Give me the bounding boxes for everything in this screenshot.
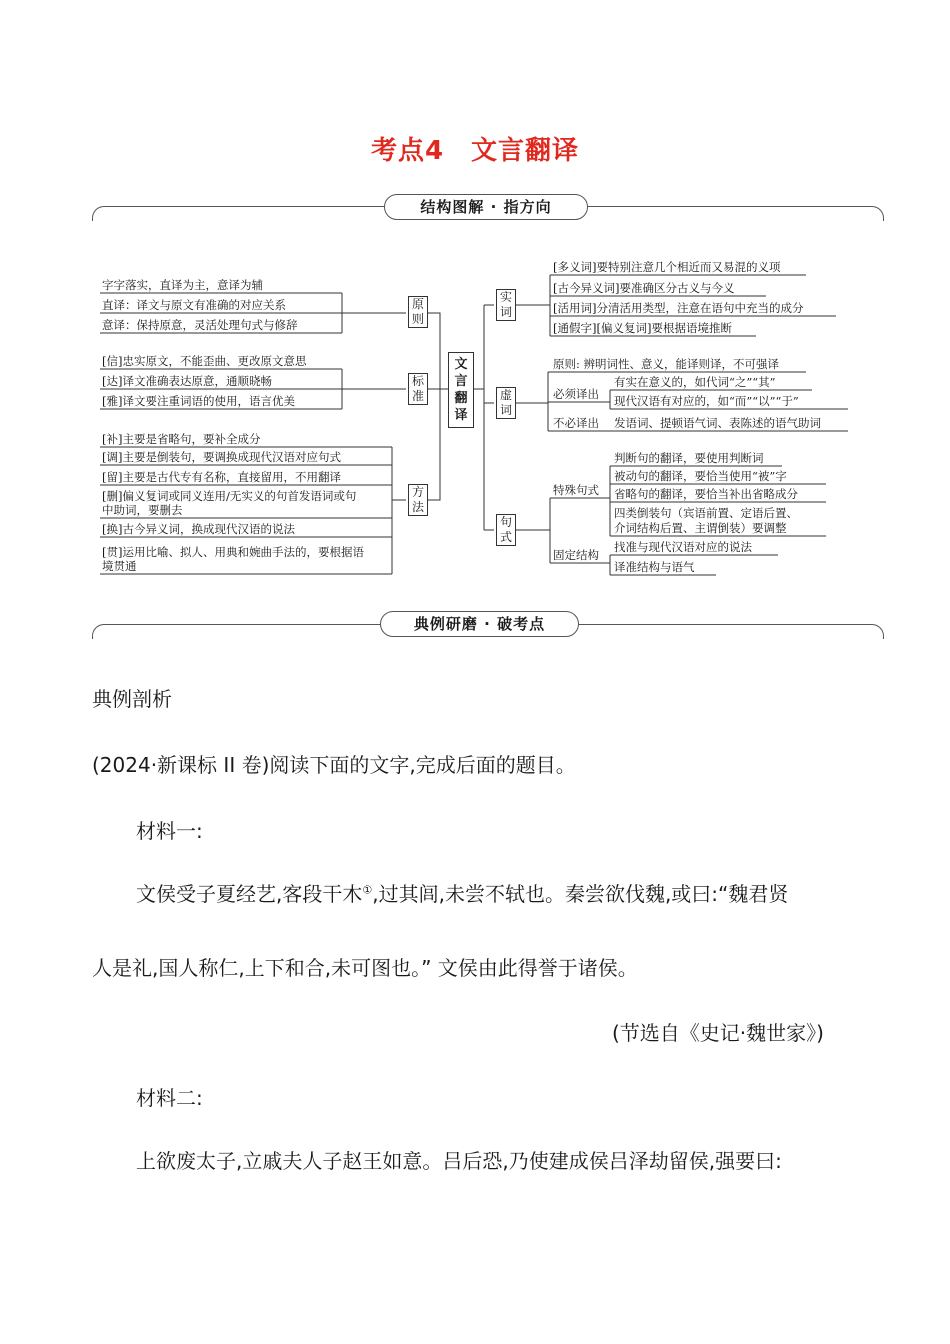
jushi-special-item: 省略句的翻译，要恰当补出省略成分 — [614, 487, 798, 501]
branch-jushi: 句式 — [496, 514, 516, 546]
jushi-fixed-item: 找准与现代汉语对应的说法 — [614, 540, 752, 554]
xuci-no-label: 不必译出 — [553, 416, 599, 430]
standard-item: [达]译文准确表达原意，通顺晓畅 — [102, 374, 272, 388]
method-item: [补]主要是省略句，要补全成分 — [102, 432, 261, 446]
branch-method: 方法 — [408, 484, 428, 516]
principle-item: 意译：保持原意，灵活处理句式与修辞 — [102, 318, 298, 332]
material-two-line1: 上欲废太子,立戚夫人子赵王如意。吕后恐,乃使建成侯吕泽劫留侯,强要曰: — [136, 1149, 782, 1173]
method-item: 境贯通 — [102, 559, 137, 573]
material-one-label: 材料一: — [136, 819, 203, 843]
shici-item: [古今异义词]要准确区分古义与今义 — [553, 281, 735, 295]
branch-xuci: 虚词 — [496, 387, 516, 419]
xuci-must-item: 现代汉语有对应的，如“而”“以”“于” — [614, 394, 799, 408]
method-item: [换]古今异义词，换成现代汉语的说法 — [102, 522, 295, 536]
standard-item: [信]忠实原文，不能歪曲、更改原文意思 — [102, 354, 307, 368]
shici-item: [活用词]分清活用类型，注意在语句中充当的成分 — [553, 301, 804, 315]
jushi-special-item: 被动句的翻译，要恰当使用“被”字 — [614, 469, 787, 483]
branch-principle: 原则 — [408, 296, 428, 328]
material-one-source: (节选自《史记·魏世家》) — [612, 1021, 824, 1045]
xuci-principle: 原则: 辨明词性、意义，能译则译，不可强译 — [553, 357, 780, 371]
jushi-fixed-label: 固定结构 — [553, 548, 599, 562]
material-one-line2: 人是礼,国人称仁,上下和合,未可图也。” 文侯由此得誉于诸侯。 — [92, 956, 638, 980]
principle-item: 直译：译文与原文有准确的对应关系 — [102, 298, 286, 312]
footnote-marker[interactable]: ① — [362, 883, 373, 897]
material-two-label: 材料二: — [136, 1086, 203, 1110]
shici-item: [多义词]要特别注意几个相近而又易混的义项 — [553, 260, 781, 274]
question-intro: (2024·新课标 II 卷)阅读下面的文字,完成后面的题目。 — [92, 753, 576, 777]
jushi-fixed-item: 译准结构与语气 — [614, 560, 695, 574]
branch-shici: 实词 — [496, 289, 516, 321]
section-banner-examples: 典例研磨 · 破考点 — [380, 611, 579, 637]
method-item: [删]偏义复词或同义连用/无实义的句首发语词或句 — [102, 489, 357, 503]
method-item: [调]主要是倒装句，要调换成现代汉语对应句式 — [102, 450, 341, 464]
branch-standard: 标准 — [408, 373, 428, 405]
xuci-must-label: 必须译出 — [553, 387, 599, 401]
method-item: [留]主要是古代专有名称，直接留用，不用翻译 — [102, 470, 341, 484]
jushi-special-item: 判断句的翻译，要使用判断词 — [614, 451, 764, 465]
standard-item: [雅]译文要注重词语的使用，语言优美 — [102, 394, 295, 408]
method-item: [贯]运用比喻、拟人、用典和婉曲手法的，要根据语 — [102, 545, 364, 559]
shici-item: [通假字][偏义复词]要根据语境推断 — [553, 321, 732, 335]
method-item: 中助词，要删去 — [102, 503, 183, 517]
jushi-special-item: 介词结构后置、主谓倒装）要调整 — [614, 521, 787, 535]
xuci-no-item: 发语词、提顿语气词、表陈述的语气助词 — [614, 416, 821, 430]
jushi-special-item: 四类倒装句（宾语前置、定语后置、 — [614, 506, 798, 520]
section-banner-structure: 结构图解 · 指方向 — [384, 194, 588, 220]
page-title: 考点4 文言翻译 — [370, 136, 580, 166]
jushi-special-label: 特殊句式 — [553, 483, 599, 497]
material-one-line1: 文侯受子夏经艺,客段干木①,过其闾,未尝不轼也。秦尝欲伐魏,或曰:“魏君贤 — [136, 882, 789, 906]
section-heading: 典例剖析 — [92, 687, 172, 711]
mindmap-center: 文言翻译 — [448, 352, 474, 428]
xuci-must-item: 有实在意义的，如代词“之”“其” — [614, 375, 776, 389]
principle-item: 字字落实，直译为主，意译为辅 — [102, 278, 263, 292]
